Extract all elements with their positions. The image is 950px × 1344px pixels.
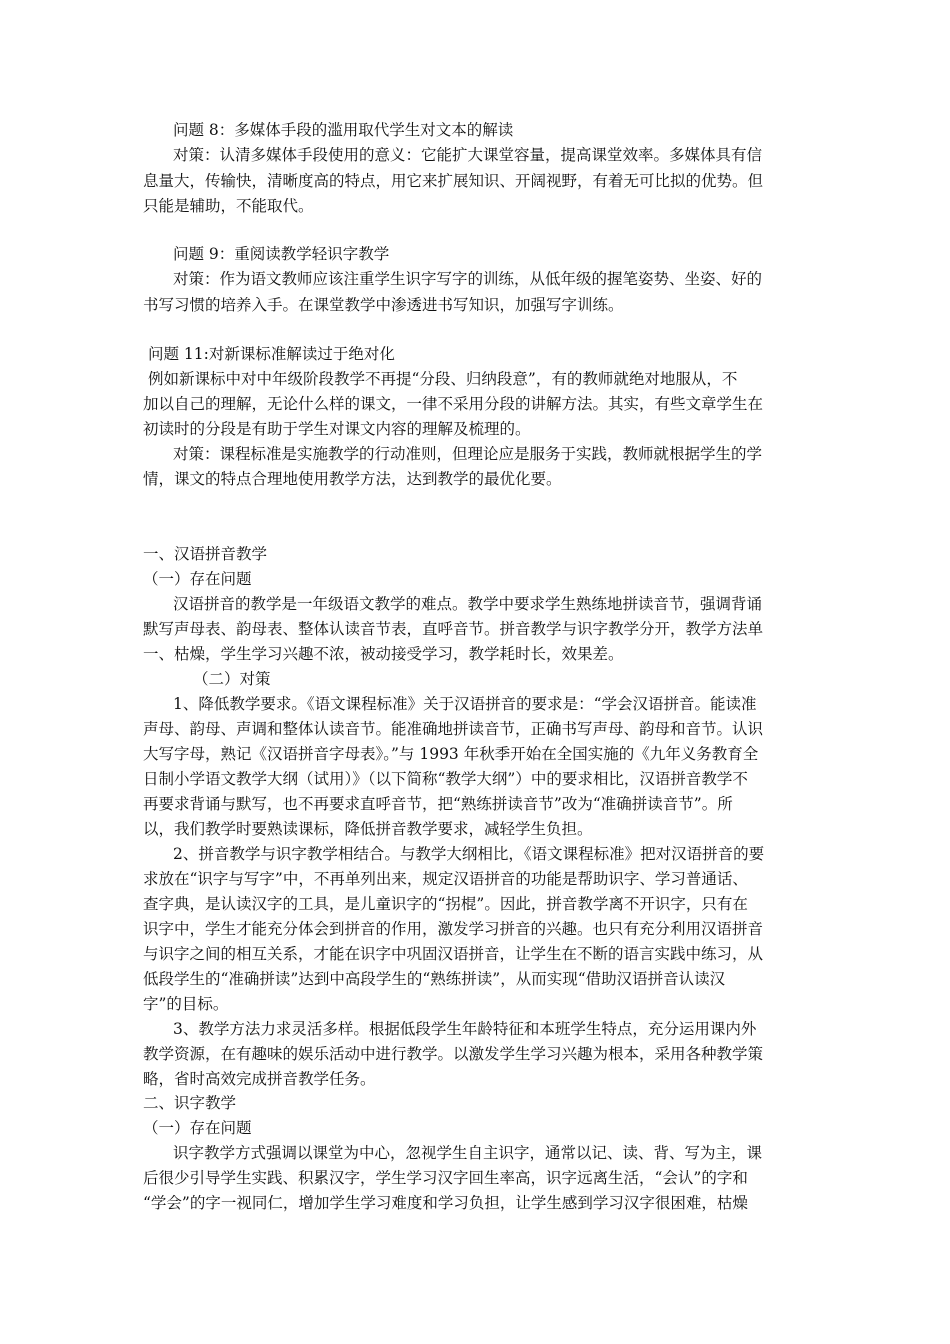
subsection-heading: （一）存在问题 [143,570,252,588]
paragraph-line: 2、拼音教学与识字教学相结合。与教学大纲相比，《语文课程标准》把对汉语拼音的要 [173,845,765,863]
paragraph-line: 以，我们教学时要熟读课标，降低拼音教学要求，减轻学生负担。 [143,820,593,838]
paragraph-line: 识字教学方式强调以课堂为中心，忽视学生自主识字，通常以记、读、背、写为主，课 [173,1144,763,1162]
paragraph-line: 对策：作为语文教师应该注重学生识字写字的训练，从低年级的握笔姿势、坐姿、好的 [173,270,763,288]
paragraph-line: 对策：课程标准是实施教学的行动准则，但理论应是服务于实践，教师就根据学生的学 [173,445,763,463]
paragraph-line: 1、降低教学要求。《语文课程标准》关于汉语拼音的要求是：“学会汉语拼音。能读准 [173,695,757,713]
paragraph-line: 3、教学方法力求灵活多样。根据低段学生年龄特征和本班学生特点，充分运用课内外 [173,1020,757,1038]
question-11-heading: 问题 11:对新课标准解读过于绝对化 [148,345,395,363]
paragraph-line: 只能是辅助，不能取代。 [143,197,314,215]
question-9-heading: 问题 9：重阅读教学轻识字教学 [173,245,390,263]
subsection-heading: （一）存在问题 [143,1119,252,1137]
paragraph-line: 情，课文的特点合理地使用教学方法，达到教学的最优化要。 [143,470,562,488]
paragraph-line: 查字典，是认读汉字的工具，是儿童识字的“拐棍”。因此，拼音教学离不开识字，只有在 [143,895,748,913]
paragraph-line: 息量大，传输快，清晰度高的特点，用它来扩展知识、开阔视野，有着无可比拟的优势。但 [143,172,764,190]
paragraph-line: 略，省时高效完成拼音教学任务。 [143,1070,376,1088]
paragraph-line: 书写习惯的培养入手。在课堂教学中渗透进书写知识，加强写字训练。 [143,296,624,314]
section-heading-2: 二、识字教学 [143,1094,237,1112]
paragraph-line: 字”的目标。 [143,995,229,1013]
paragraph-line: 再要求背诵与默写，也不再要求直呼音节，把“熟练拼读音节”改为“准确拼读音节”。所 [143,795,733,813]
paragraph-line: 与识字之间的相互关系，才能在识字中巩固汉语拼音，让学生在不断的语言实践中练习，从 [143,945,764,963]
question-8-heading: 问题 8：多媒体手段的滥用取代学生对文本的解读 [173,121,514,139]
paragraph-line: 低段学生的“准确拼读”达到中高段学生的“熟练拼读”，从而实现“借助汉语拼音认读汉 [143,970,726,988]
section-heading-1: 一、汉语拼音教学 [143,545,268,563]
paragraph-line: 声母、韵母、声调和整体认读音节。能准确地拼读音节，正确书写声母、韵母和音节。认识 [143,720,764,738]
paragraph-line: 默写声母表、韵母表、整体认读音节表，直呼音节。拼音教学与识字教学分开，教学方法单 [143,620,764,638]
paragraph-line: “学会”的字一视同仁，增加学生学习难度和学习负担，让学生感到学习汉字很困难，枯燥 [143,1194,748,1212]
paragraph-line: 对策：认清多媒体手段使用的意义：它能扩大课堂容量，提高课堂效率。多媒体具有信 [173,146,763,164]
paragraph-line: 一、枯燥，学生学习兴趣不浓，被动接受学习，教学耗时长，效果差。 [143,645,624,663]
paragraph-line: 汉语拼音的教学是一年级语文教学的难点。教学中要求学生熟练地拼读音节，强调背诵 [173,595,763,613]
paragraph-line: 例如新课标中对中年级阶段教学不再提“分段、归纳段意”，有的教师就绝对地服从，不 [148,370,738,388]
paragraph-line: 大写字母，熟记《汉语拼音字母表》。”与 1993 年秋季开始在全国实施的《九年义务教育全 [143,745,759,763]
paragraph-line: 后很少引导学生实践、积累汉字，学生学习汉字回生率高，识字远离生活，“会认”的字和 [143,1169,748,1187]
paragraph-line: 初读时的分段是有助于学生对课文内容的理解及梳理的。 [143,420,531,438]
paragraph-line: 日制小学语文教学大纲（试用）》（以下简称“教学大纲”）中的要求相比，汉语拼音教学不 [143,770,748,788]
paragraph-line: 求放在“识字与写字”中，不再单列出来，规定汉语拼音的功能是帮助识字、学习普通话、 [143,870,748,888]
paragraph-line: 教学资源，在有趣味的娱乐活动中进行教学。以激发学生学习兴趣为根本，采用各种教学策 [143,1045,764,1063]
paragraph-line: 识字中，学生才能充分体会到拼音的作用，激发学习拼音的兴趣。也只有充分利用汉语拼音 [143,920,764,938]
subsection-heading: （二）对策 [193,670,271,688]
paragraph-line: 加以自己的理解，无论什么样的课文，一律不采用分段的讲解方法。其实，有些文章学生在 [143,395,764,413]
